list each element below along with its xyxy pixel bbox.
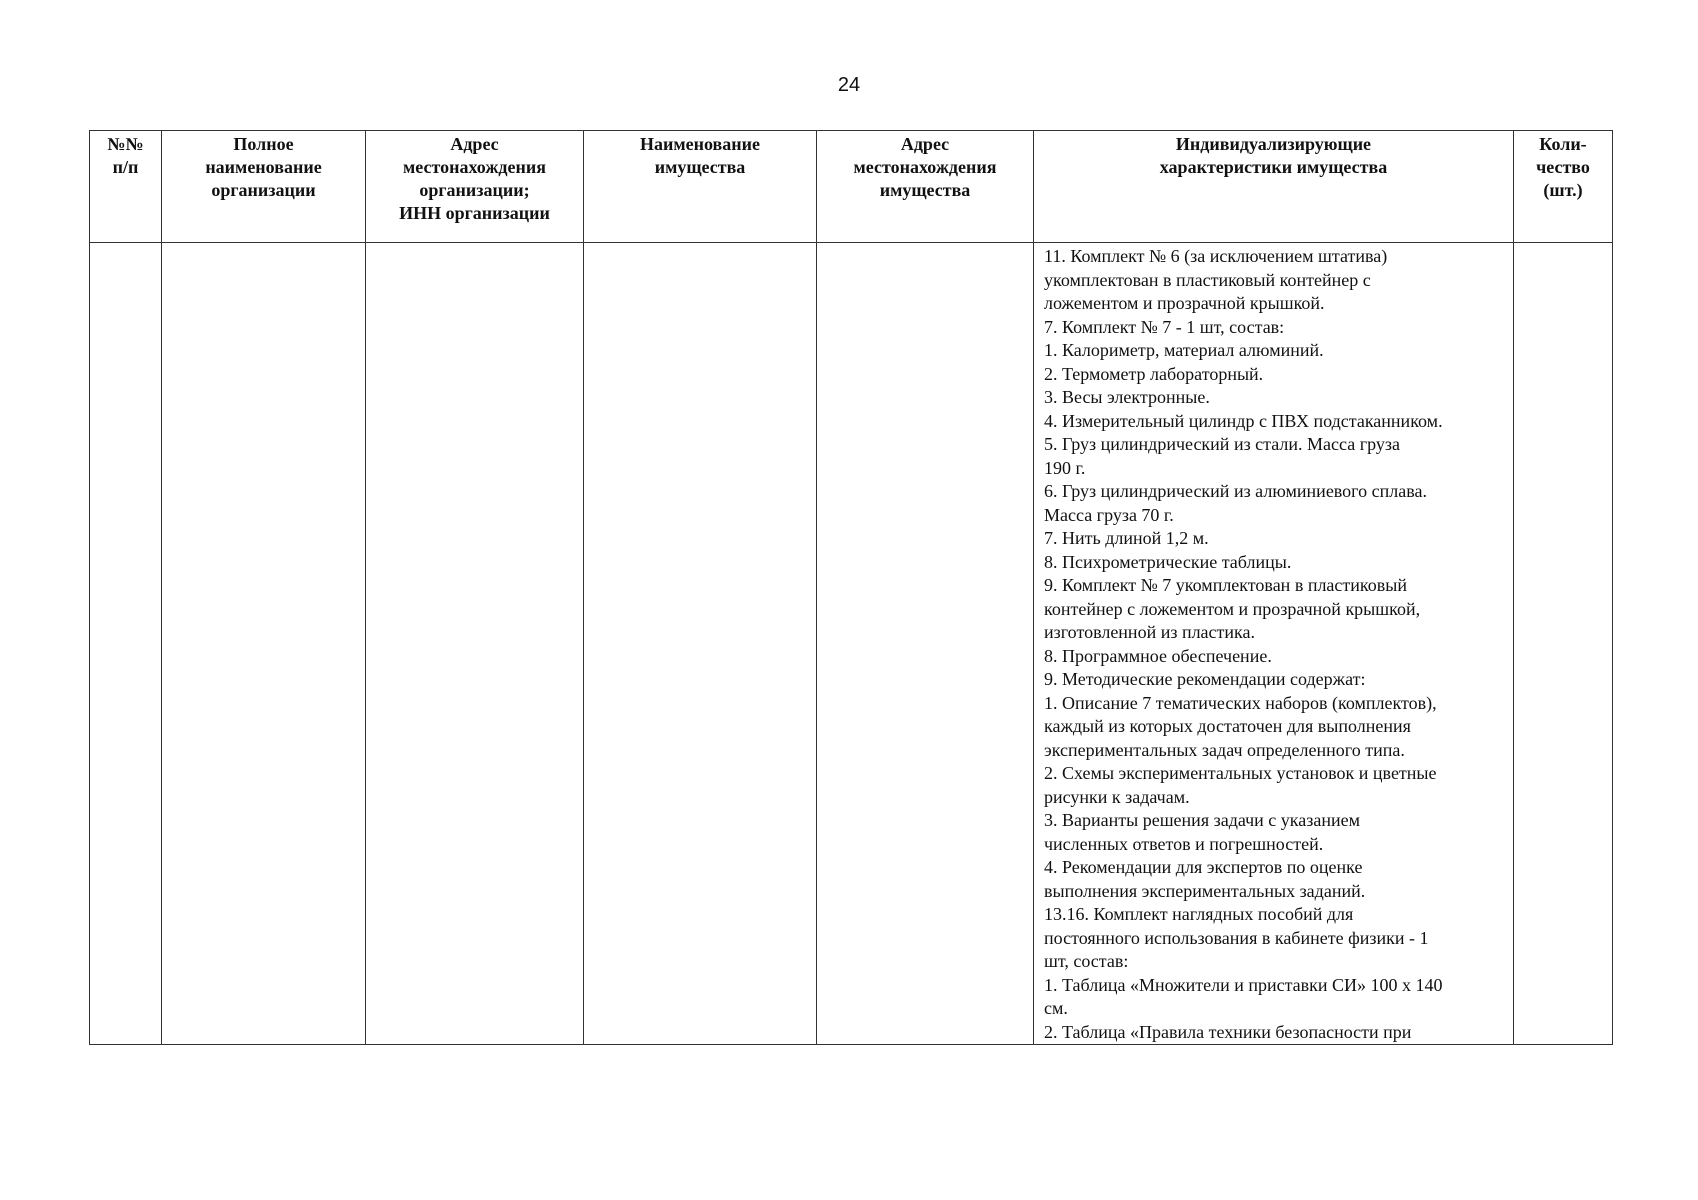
cell-characteristics (1034, 243, 1514, 1045)
header-characteristics: Индивидуализирующие характеристики имущества (1034, 131, 1514, 243)
characteristics-line: 2. Термометр лабораторный. (1044, 363, 1264, 384)
table-row (90, 243, 1613, 1045)
characteristics-line: 7. Комплект № 7 - 1 шт, состав: (1044, 316, 1285, 337)
characteristics-line: Масса груза 70 г. (1044, 504, 1174, 525)
characteristics-line: 1. Описание 7 тематических наборов (комплектов), (1044, 692, 1437, 713)
characteristics-line: 1. Калориметр, материал алюминий. (1044, 340, 1324, 360)
header-quantity: Коли- чество (шт.) (1514, 131, 1613, 243)
characteristics-line: 9. Методические рекомендации содержат: (1044, 669, 1366, 689)
cell-property-name (584, 243, 817, 1045)
characteristics-line: 1. Таблица «Множители и приставки СИ» 100 х 140 (1044, 974, 1443, 995)
header-property-address: Адрес местонахождения имущества (817, 131, 1034, 243)
characteristics-line: численных ответов и погрешностей. (1044, 833, 1324, 854)
characteristics-line: 4. Измерительный цилиндр с ПВХ подстаканником. (1044, 410, 1443, 431)
property-table (89, 130, 1613, 1045)
characteristics-line: 2. Таблица «Правила техники безопасности при (1044, 1021, 1412, 1042)
characteristics-line: 4. Рекомендации для экспертов по оценке (1044, 857, 1363, 877)
characteristics-line: 3. Варианты решения задачи с указанием (1044, 810, 1361, 830)
characteristics-line: 8. Психрометрические таблицы. (1044, 551, 1292, 572)
characteristics-line: см. (1044, 998, 1068, 1018)
characteristics-line: 5. Груз цилиндрический из стали. Масса груза (1044, 434, 1400, 454)
characteristics-line: 11. Комплект № 6 (за исключением штатива) (1044, 246, 1388, 266)
characteristics-line: 2. Схемы экспериментальных установок и цветные (1044, 763, 1437, 783)
characteristics-line: 9. Комплект № 7 укомплектован в пластиковый (1044, 575, 1407, 595)
characteristics-line: 8. Программное обеспечение. (1044, 645, 1272, 666)
characteristics-line: 6. Груз цилиндрический из алюминиевого сплава. (1044, 481, 1427, 501)
characteristics-line: выполнения экспериментальных заданий. (1044, 880, 1366, 901)
header-org-name: Полное наименование организации (162, 131, 366, 243)
characteristics-line: каждый из которых достаточен для выполнения (1044, 716, 1411, 736)
cell-org-name (162, 243, 366, 1045)
header-number: №№ п/п (90, 131, 162, 243)
characteristics-line: контейнер с ложементом и прозрачной крышкой, (1044, 598, 1421, 619)
characteristics-line: рисунки к задачам. (1044, 786, 1190, 807)
characteristics-line: 7. Нить длиной 1,2 м. (1044, 528, 1209, 548)
characteristics-line: ложементом и прозрачной крышкой. (1044, 293, 1325, 313)
table-header-row (90, 131, 1613, 243)
page-number: 24 (837, 74, 861, 96)
header-property-name: Наименование имущества (584, 131, 817, 243)
characteristics-line: укомплектован в пластиковый контейнер с (1044, 269, 1371, 290)
characteristics-line: 13.16. Комплект наглядных пособий для (1044, 904, 1354, 924)
characteristics-line: изготовленной из пластика. (1044, 622, 1255, 642)
characteristics-line: постоянного использования в кабинете физики - 1 (1044, 927, 1429, 948)
cell-org-address (366, 243, 584, 1045)
header-org-address: Адрес местонахождения организации; ИНН организации (366, 131, 584, 243)
characteristics-line: шт, состав: (1044, 951, 1129, 971)
cell-property-address (817, 243, 1034, 1045)
characteristics-line: 190 г. (1044, 457, 1086, 478)
cell-number (90, 243, 162, 1045)
characteristics-line: 3. Весы электронные. (1044, 387, 1210, 407)
characteristics-line: экспериментальных задач определенного типа. (1044, 739, 1405, 760)
cell-quantity (1514, 243, 1613, 1045)
